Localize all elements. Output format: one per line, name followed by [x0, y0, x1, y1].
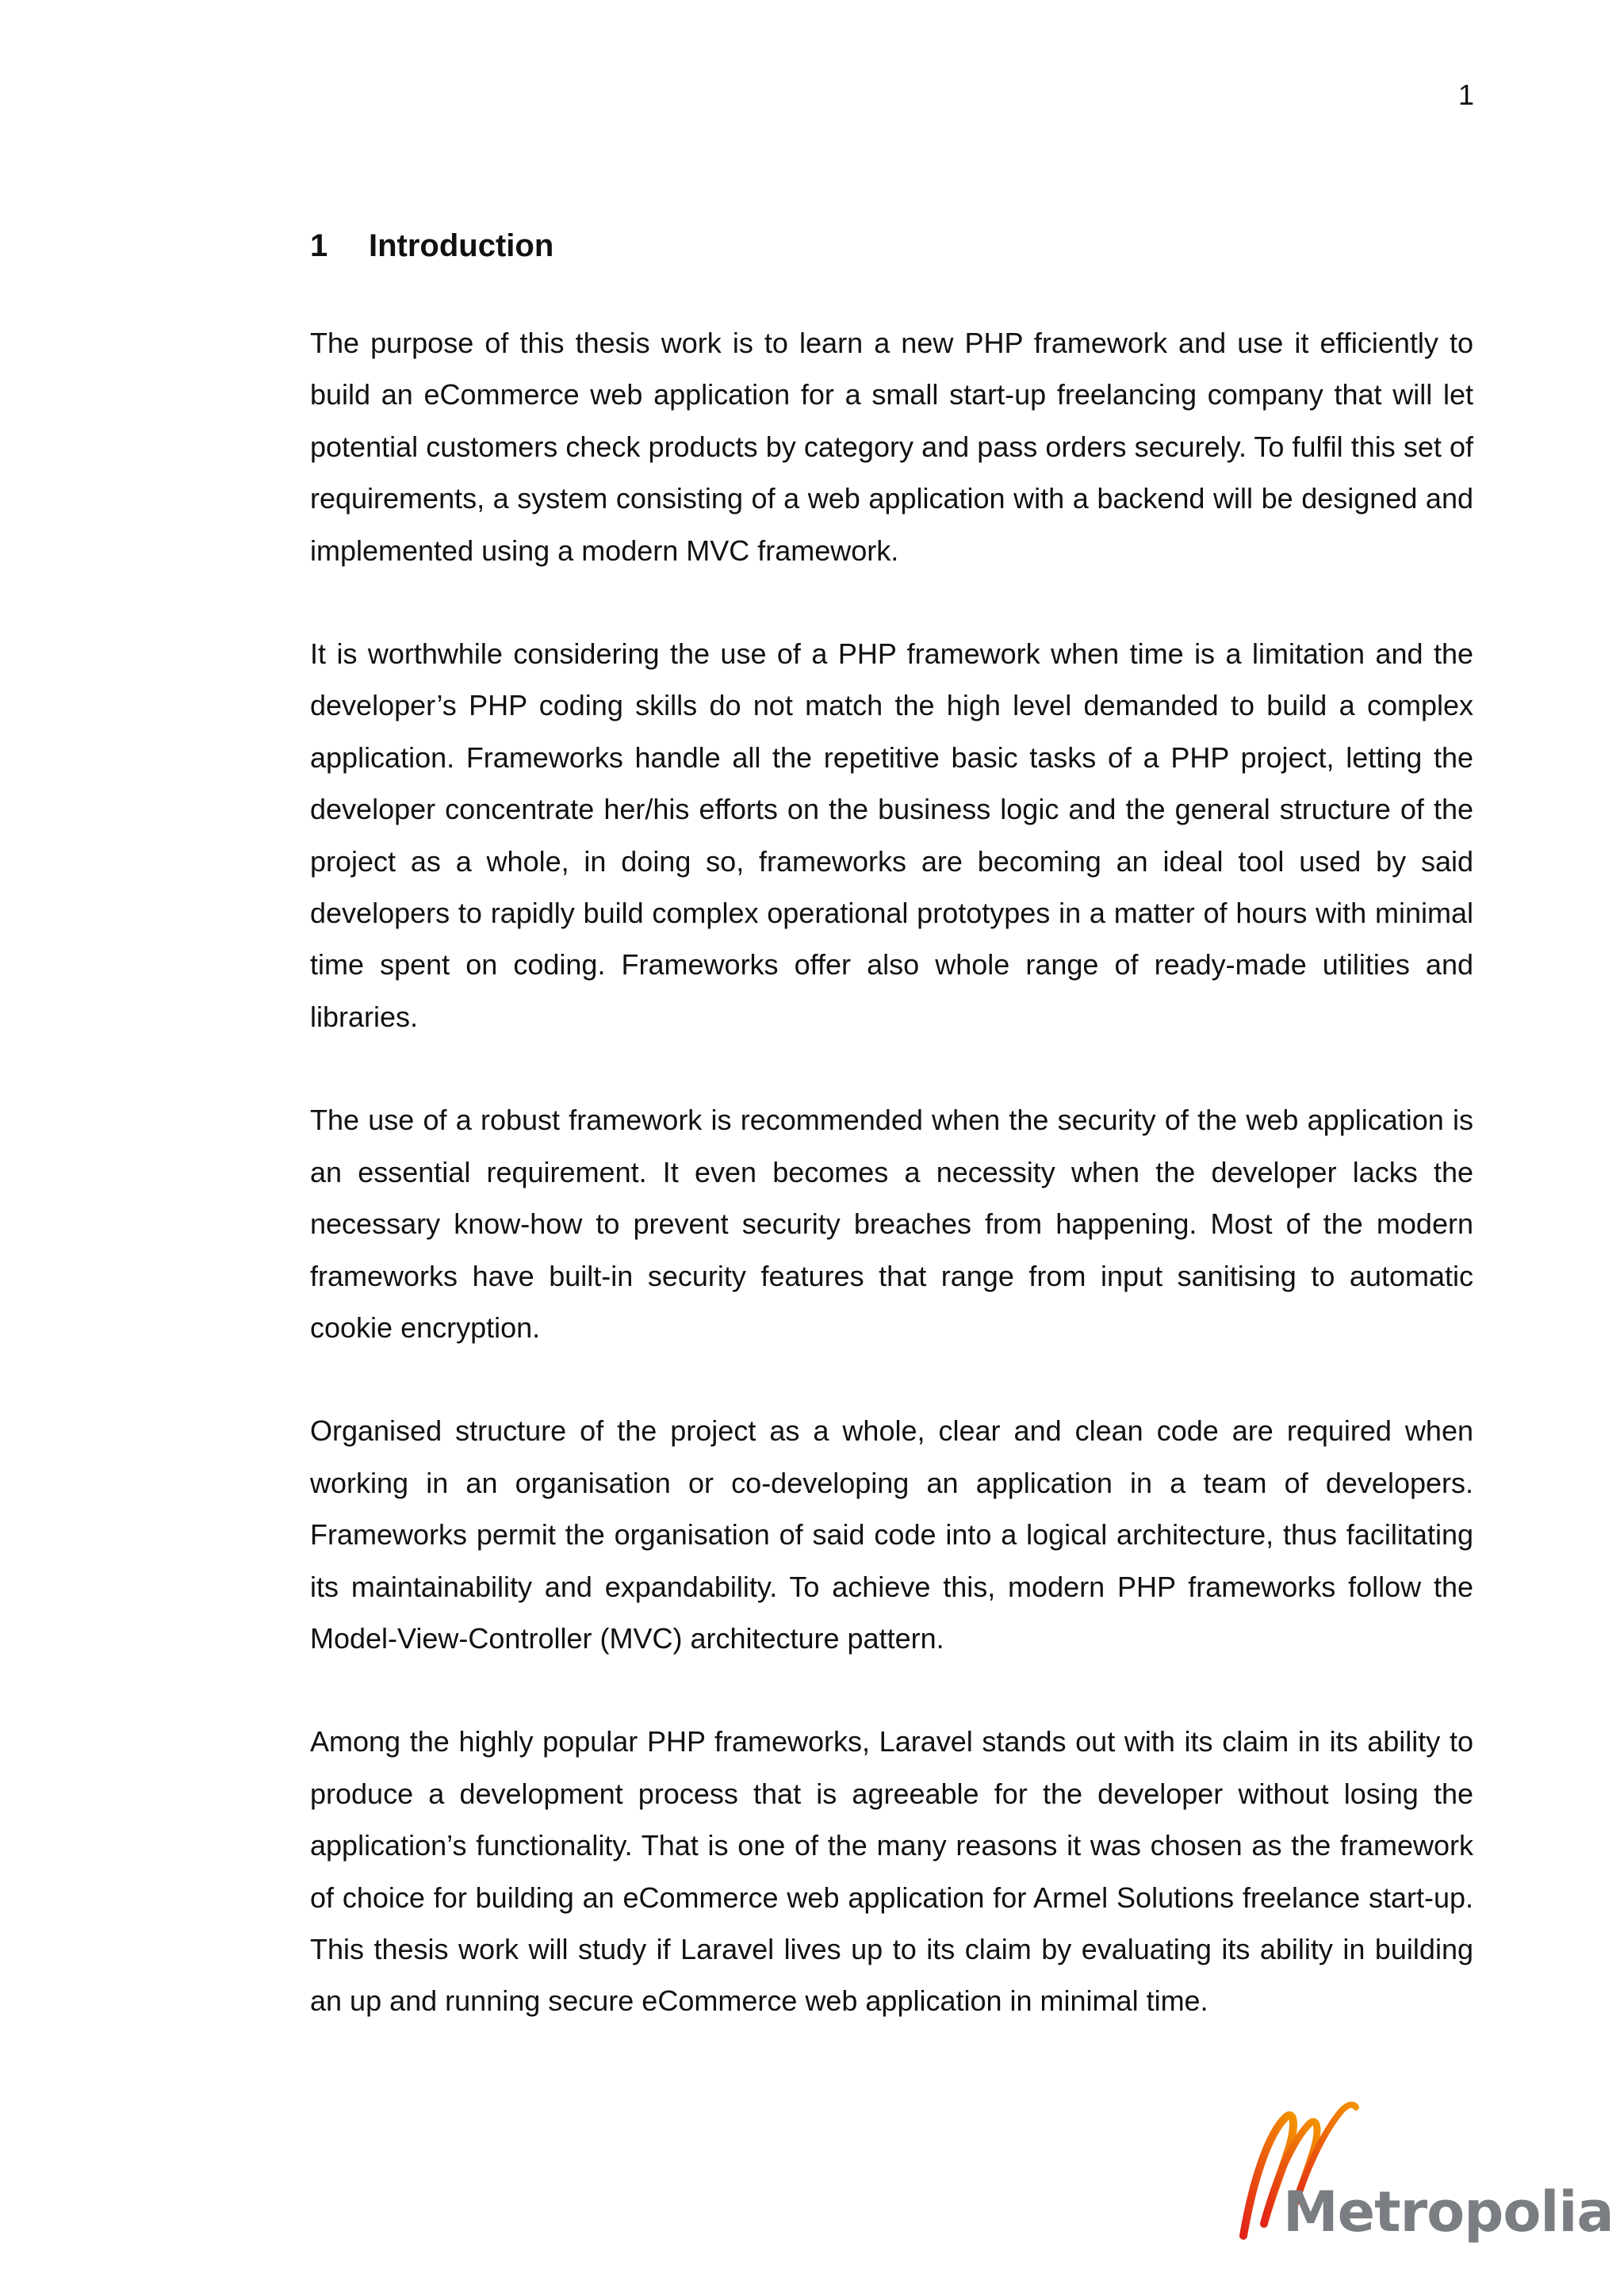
page-number: 1	[1457, 78, 1474, 111]
metropolia-wordmark: Metropolia	[1283, 2179, 1614, 2244]
paragraph-laravel: Among the highly popular PHP frameworks, Laravel stands out with its claim in its ability to produce a development process that is agreeable for the developer without losing the application’s functionality. That is one of the many reasons it was chosen as the framework of choice for building an eCommerce web application for Armel Solutions freelance start-up. This thesis work will study if Laravel lives up to its claim by evaluating its ability in building an up and running secure eCommerce web application in minimal time.	[310, 1725, 1473, 2018]
paragraph-organisation: Organised structure of the project as a whole, clear and clean code are required when working in an organisation or co-developing an application in a team of developers. Frameworks permit the organisation of said code into a logical architecture, thus facilitating its maintainability and expandability. To achieve this, modern PHP frameworks follow the Model-View-Controller (MVC) architecture pattern.	[310, 1414, 1473, 1655]
metropolia-logo	[1237, 2085, 1614, 2252]
introduction-section	[310, 222, 1473, 2079]
paragraph-security: The use of a robust framework is recommended when the security of the web application is an essential requirement. It even becomes a necessity when the developer lacks the necessary know-how to prevent security breaches from happening. Most of the modern frameworks have built-in security features that range from input sanitising to automatic cookie encryption.	[310, 1104, 1473, 1344]
paragraph-framework-consideration: It is worthwhile considering the use of a PHP framework when time is a limitation and the developer’s PHP coding skills do not match the high level demanded to build a complex application. Frameworks handle all the repetitive basic tasks of a PHP project, letting the developer concentrate her/his efforts on the business logic and the general structure of the project as a whole, in doing so, frameworks are becoming an ideal tool used by said developers to rapidly build complex operational prototypes in a matter of hours with minimal time spent on coding. Frameworks offer also whole range of ready-made utilities and libraries.	[310, 637, 1473, 1033]
section-number: 1	[310, 228, 328, 263]
paragraph-purpose: The purpose of this thesis work is to learn a new PHP framework and use it efficiently to build an eCommerce web application for a small start-up freelancing company that will let potential customers check products by category and pass orders securely. To fulfil this set of requirements, a system consisting of a web application with a backend will be designed and implemented using a modern MVC framework.	[310, 327, 1473, 567]
section-heading	[310, 222, 1473, 270]
section-title: Introduction	[369, 228, 554, 263]
